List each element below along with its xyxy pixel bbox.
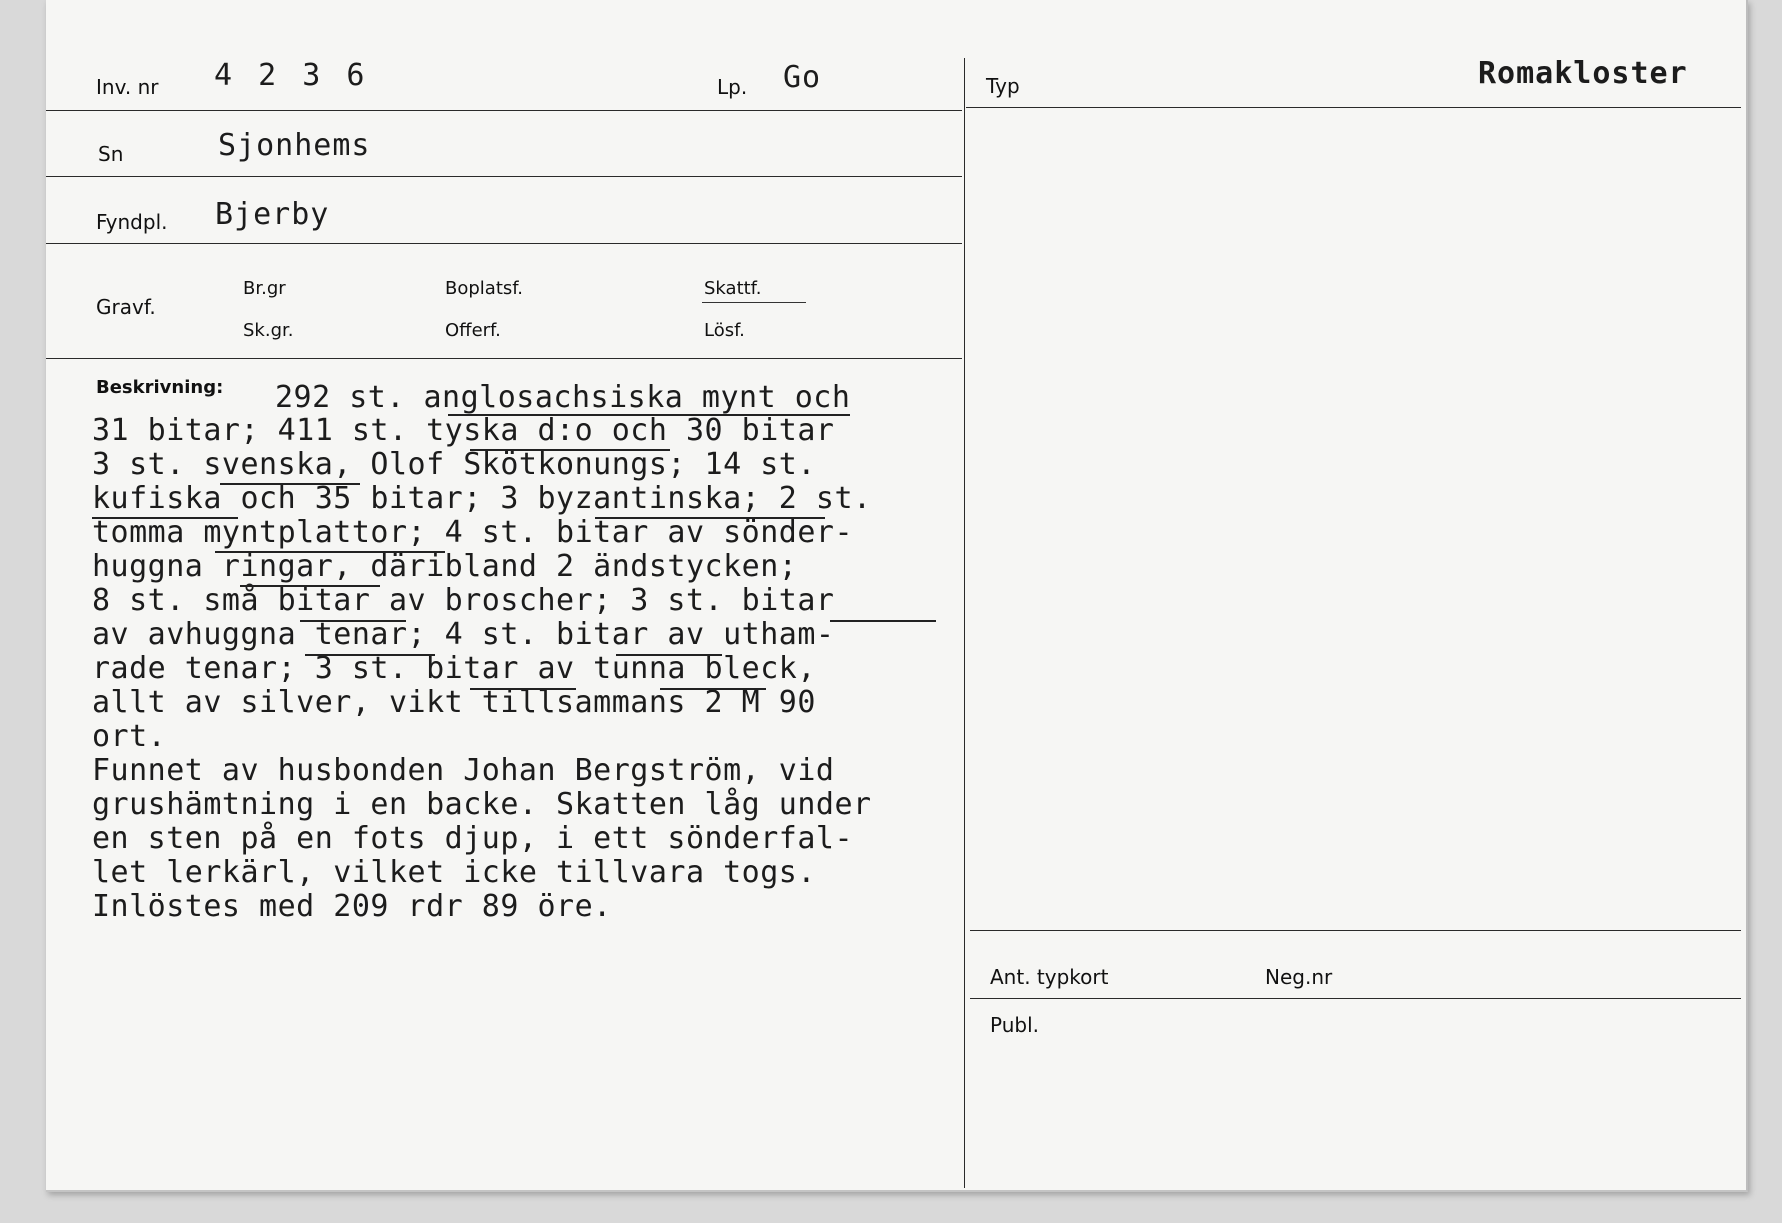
underline-tunna (660, 688, 766, 690)
underline-svenska (220, 483, 360, 485)
sn-value: Sjonhems (218, 128, 371, 163)
inv-nr-value: 4 2 3 6 (214, 58, 369, 93)
beskrivning-line: en sten på en fots djup, i ett sönderfal- (92, 821, 854, 856)
rule-sn (46, 176, 962, 177)
skgr-label: Sk.gr. (243, 320, 294, 341)
rule-typ (966, 107, 1741, 108)
rule-fyndpl (46, 243, 962, 244)
rule-publ (970, 998, 1741, 999)
brgr-label: Br.gr (243, 278, 286, 299)
beskrivning-line: tomma myntplattor; 4 st. bitar av sönder- (92, 515, 854, 550)
typ-value: Romakloster (1478, 56, 1688, 91)
rule-gravf (46, 358, 962, 359)
beskrivning-line: kufiska och 35 bitar; 3 byzantinska; 2 st. (92, 481, 872, 516)
skattf-label: Skattf. (704, 278, 762, 299)
rule-ant (970, 930, 1741, 931)
skattf-underline (702, 302, 806, 303)
beskrivning-line: Funnet av husbonden Johan Bergström, vid (92, 753, 835, 788)
beskrivning-first-line: 292 st. anglosachsiska mynt och (275, 380, 851, 415)
ant-typkort-label: Ant. typkort (990, 965, 1109, 989)
lp-label: Lp. (717, 75, 748, 99)
beskrivning-text (92, 414, 992, 924)
underline-kufiska (92, 517, 238, 519)
underline-bitar-3 (616, 654, 722, 656)
beskrivning-line: 3 st. svenska, Olof Skötkonungs; 14 st. (92, 447, 816, 482)
underline-bitar-2 (830, 620, 936, 622)
typ-label: Typ (986, 74, 1020, 98)
underline-tenar (305, 654, 435, 656)
neg-nr-label: Neg.nr (1265, 965, 1333, 989)
inv-nr-label: Inv. nr (96, 75, 159, 99)
losf-label: Lösf. (704, 320, 745, 341)
underline-myntplattor (215, 551, 445, 553)
sn-label: Sn (98, 142, 124, 166)
underline-bitar-4 (470, 688, 576, 690)
beskrivning-line: 31 bitar; 411 st. tyska d:o och 30 bitar (92, 413, 835, 448)
beskrivning-line: ort. (92, 719, 167, 754)
beskrivning-line: av avhuggna tenar; 4 st. bitar av utham- (92, 617, 835, 652)
beskrivning-line: rade tenar; 3 st. bitar av tunna bleck, (92, 651, 816, 686)
beskrivning-label: Beskrivning: (96, 377, 224, 398)
underline-ringar (240, 585, 380, 587)
beskrivning-line: huggna ringar, däribland 2 ändstycken; (92, 549, 798, 584)
underline-bitar-1 (300, 620, 406, 622)
rule-inv (46, 110, 962, 111)
beskrivning-line: let lerkärl, vilket icke tillvara togs. (92, 855, 816, 890)
offerf-label: Offerf. (445, 320, 501, 341)
underline-tyska (470, 449, 670, 451)
beskrivning-line: 8 st. små bitar av broscher; 3 st. bitar (92, 583, 835, 618)
underline-byzantinska (595, 517, 825, 519)
boplatsf-label: Boplatsf. (445, 278, 524, 299)
fyndpl-label: Fyndpl. (96, 210, 168, 234)
gravf-label: Gravf. (96, 295, 156, 319)
underline-anglosachsiska (448, 414, 850, 416)
fyndpl-value: Bjerby (215, 197, 330, 232)
lp-value: Go (783, 60, 822, 95)
beskrivning-line: Inlöstes med 209 rdr 89 öre. (92, 889, 612, 924)
beskrivning-line: grushämtning i en backe. Skatten låg under (92, 787, 872, 822)
publ-label: Publ. (990, 1013, 1039, 1037)
beskrivning-line: allt av silver, vikt tillsammans 2 M 90 (92, 685, 816, 720)
